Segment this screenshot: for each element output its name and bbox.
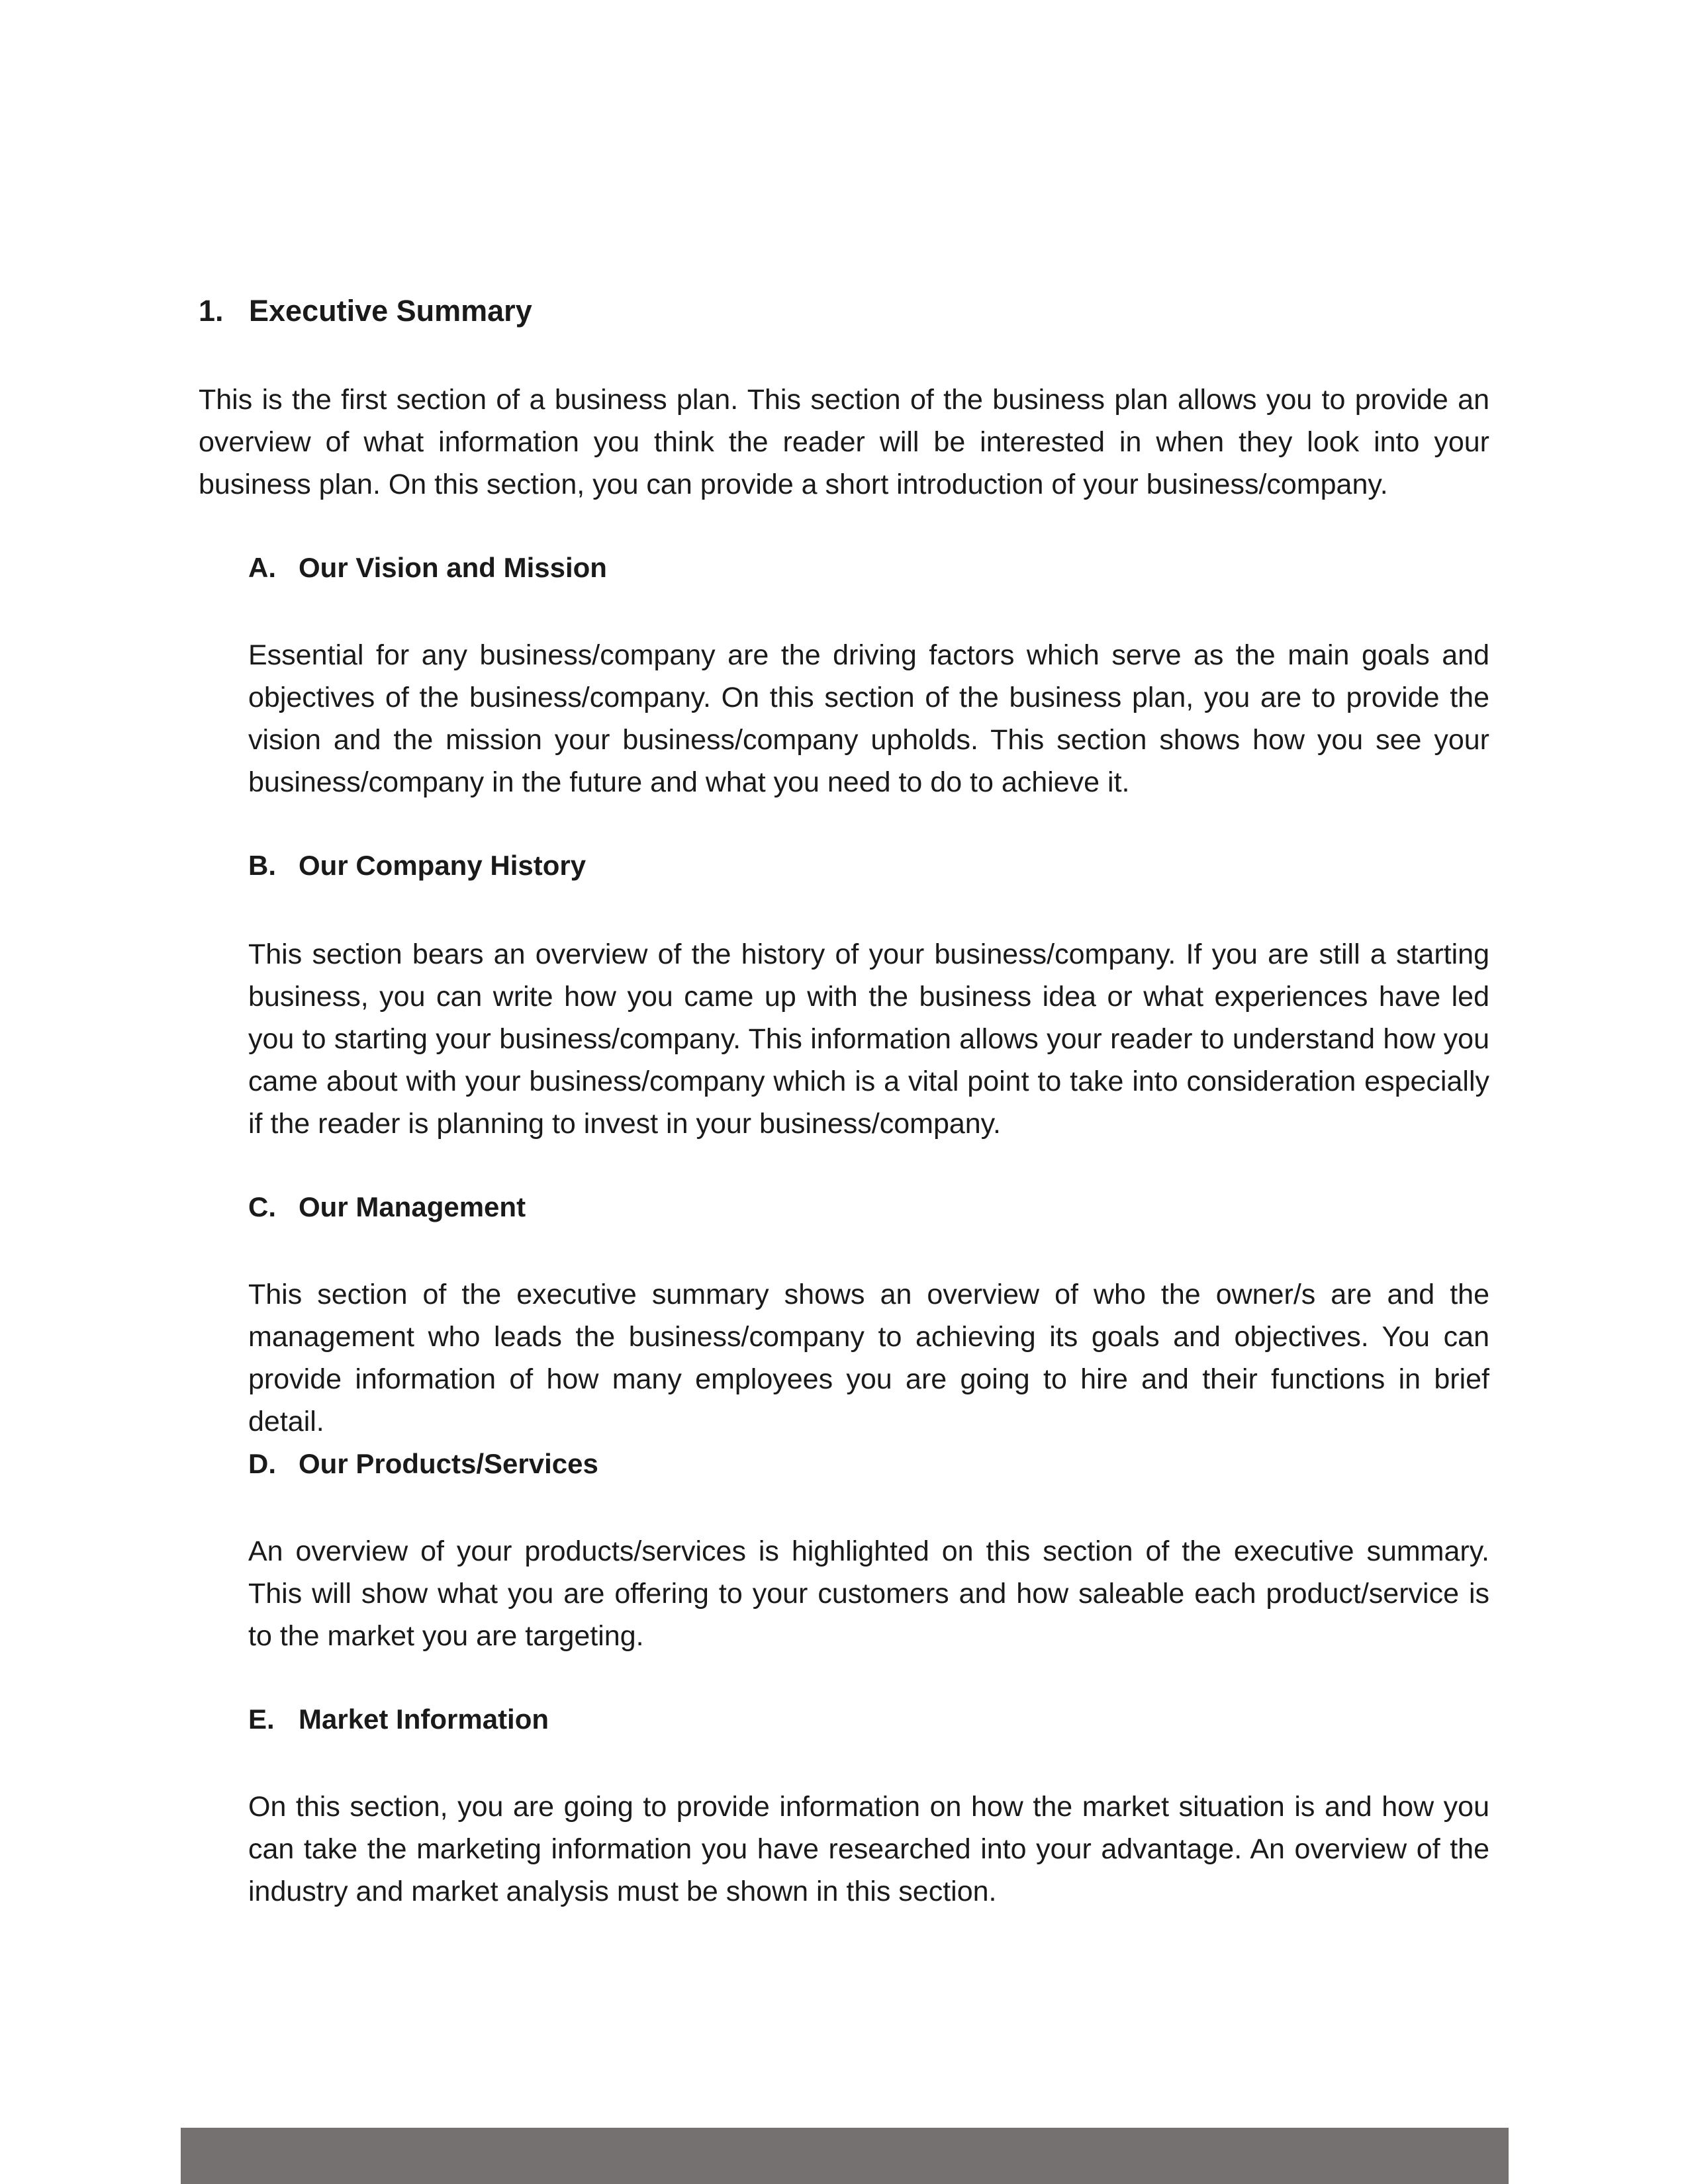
subsection-letter: A. [248,552,276,583]
subsection-heading-management [248,1187,1493,1227]
subsection-title: Our Company History [299,850,586,881]
subsection-paragraph-company-history: This section bears an overview of the history of your business/company. If you are still a starting business, you can write how you came up with the business idea or what experiences have led you to starting your business/company. This information allows your reader to understand how you came about with your business/company which is a vital point to take into consideration especially if the reader is planning to invest in your business/company. [248,938,1489,1140]
section-heading [199,291,1496,331]
section-title: Executive Summary [249,294,532,328]
subsection-letter: D. [248,1448,276,1479]
subsection-heading-market-information [248,1700,1493,1739]
subsection-paragraph-management: This section of the executive summary shows an overview of who the owner/s are and the management who leads the business/company to achieving its goals and objectives. You can provide information of how many employees you are going to hire and their functions in brief detail. [248,1279,1489,1437]
subsection-paragraph-vision-mission: Essential for any business/company are the driving factors which serve as the main goals and objectives of the business/company. On this section of the business plan, you are to provide the vision and the mission your business/company upholds. This section shows how you see your business/company in the future and what you need to do to achieve it. [248,639,1489,798]
subsection-paragraph-market-information: On this section, you are going to provide information on how the market situation is and how you can take the marketing information you have researched into your advantage. An overview of the industry and market analysis must be shown in this section. [248,1791,1489,1907]
subsection-title: Our Products/Services [299,1448,598,1479]
subsection-title: Market Information [299,1704,549,1735]
subsection-heading-products-services [248,1444,1493,1484]
subsection-letter: B. [248,850,276,881]
subsection-heading-company-history [248,846,1493,886]
subsection-title: Our Vision and Mission [299,552,607,583]
footer-bar [181,2128,1509,2184]
subsection-title: Our Management [299,1191,526,1222]
subsection-paragraph-products-services: An overview of your products/services is highlighted on this section of the executive summary. This will show what you are offering to your customers and how saleable each product/service is to the market you are targeting. [248,1535,1489,1652]
subsection-letter: E. [248,1704,275,1735]
section-intro-paragraph: This is the first section of a business plan. This section of the business plan allows you to provide an overview of what information you think the reader will be interested in when they look into your business plan. On this section, you can provide a short introduction of your business/company. [199,384,1489,500]
section-number: 1. [199,294,224,328]
subsection-letter: C. [248,1191,276,1222]
subsection-heading-vision-mission [248,548,1493,588]
